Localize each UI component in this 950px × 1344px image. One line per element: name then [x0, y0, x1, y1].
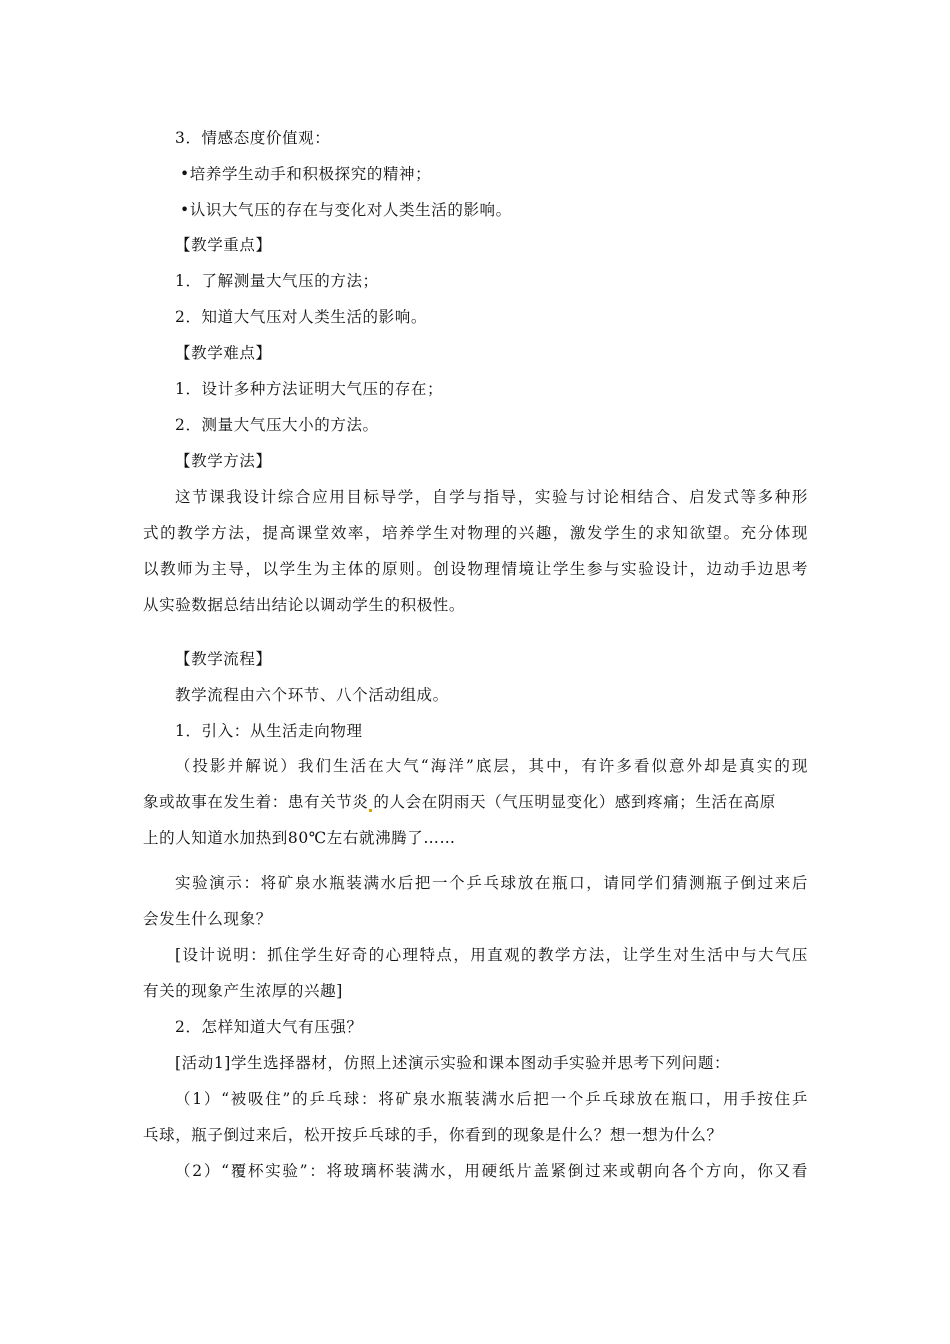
intro-paragraph-line: （投影并解说）我们生活在大气“海洋”底层，其中，有许多看似意外却是真实的现 — [175, 757, 808, 775]
intro-paragraph-line: 象或故事在发生着：患有关节炎 的人会在阴雨天（气压明显变化）感到疼痛；生活在高原 — [143, 793, 776, 811]
step-1-title: 1．引入：从生活走向物理 — [175, 722, 363, 740]
difficult-point-item: 2．测量大气压大小的方法。 — [175, 416, 379, 434]
demo-paragraph-line: 会发生什么现象？ — [143, 910, 272, 928]
process-heading: 【教学流程】 — [175, 650, 272, 668]
question-2-line: （2）“覆杯实验”：将玻璃杯装满水，用硬纸片盖紧倒过来或朝向各个方向，你又看 — [175, 1162, 808, 1180]
design-note-line: 有关的现象产生浓厚的兴趣] — [143, 982, 343, 1000]
bullet-item: •认识大气压的存在与变化对人类生活的影响。 — [180, 201, 512, 219]
difficult-point-item: 1．设计多种方法证明大气压的存在； — [175, 380, 444, 398]
question-1-line: （1）“被吸住”的乒乓球：将矿泉水瓶装满水后把一个乒乓球放在瓶口，用手按住乒 — [175, 1090, 808, 1108]
difficult-points-heading: 【教学难点】 — [175, 344, 272, 362]
method-heading: 【教学方法】 — [175, 452, 272, 470]
key-point-item: 2．知道大气压对人类生活的影响。 — [175, 308, 427, 326]
key-points-heading: 【教学重点】 — [175, 236, 272, 254]
section-heading-attitudes: 3．情感态度价值观： — [175, 129, 331, 147]
highlight-marker — [369, 809, 372, 812]
intro-paragraph-line: 上的人知道水加热到80℃左右就沸腾了…… — [143, 829, 456, 847]
key-point-item: 1．了解测量大气压的方法； — [175, 272, 379, 290]
demo-paragraph-line: 实验演示：将矿泉水瓶装满水后把一个乒乓球放在瓶口，请同学们猜测瓶子倒过来后 — [175, 874, 808, 892]
step-2-title: 2．怎样知道大气有压强？ — [175, 1018, 363, 1036]
method-paragraph-line: 从实验数据总结出结论以调动学生的积极性。 — [143, 596, 466, 614]
activity-1-text: [活动1]学生选择器材，仿照上述演示实验和课本图动手实验并思考下列问题： — [175, 1054, 731, 1072]
method-paragraph-line: 以教师为主导，以学生为主体的原则。创设物理情境让学生参与实验设计，边动手边思考 — [143, 560, 808, 578]
process-intro: 教学流程由六个环节、八个活动组成。 — [175, 686, 449, 704]
method-paragraph-line: 这节课我设计综合应用目标导学，自学与指导，实验与讨论相结合、启发式等多种形 — [175, 488, 808, 506]
question-1-line: 乓球，瓶子倒过来后，松开按乒乓球的手，你看到的现象是什么？想一想为什么？ — [143, 1126, 723, 1144]
bullet-item: •培养学生动手和积极探究的精神； — [180, 165, 432, 183]
design-note-line: [设计说明：抓住学生好奇的心理特点，用直观的教学方法，让学生对生活中与大气压 — [175, 946, 808, 964]
method-paragraph-line: 式的教学方法，提高课堂效率，培养学生对物理的兴趣，激发学生的求知欲望。充分体现 — [143, 524, 808, 542]
